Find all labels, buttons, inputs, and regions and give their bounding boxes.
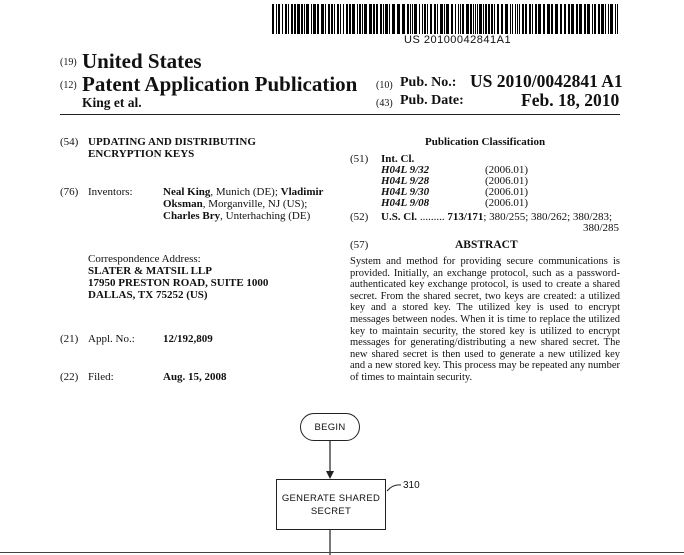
int-cl-code: H04L 9/32 xyxy=(381,164,430,176)
inventor-1-location: , Munich (DE); xyxy=(210,186,281,198)
us-cl-label: U.S. Cl. xyxy=(381,211,418,223)
step-label-line-2: SECRET xyxy=(310,505,352,517)
correspondence-line-1: SLATER & MATSIL LLP xyxy=(88,265,212,277)
correspondence-label: Correspondence Address: xyxy=(88,253,201,265)
inventor-short-name: King et al. xyxy=(82,95,142,110)
publication-type-heading: Patent Application Publication xyxy=(82,72,358,96)
us-cl-main: 713/171 xyxy=(447,211,484,223)
int-cl-year: (2006.01) xyxy=(485,175,529,187)
inid-code-22: (22) xyxy=(60,371,79,383)
abstract-text: System and method for providing secure communications is provided. Initially, an exchange protocol, such as a password-authenticated key exchange protocol, is used to create a shared secret. From the shared secret, two keys are created: a utilized key and a stored key. The utilized key is used to encrypt messages between nodes. When it is time to replace the utilized key to maintain security, the stored key is utilized to encrypt messages for generating/distributing a new shared secret. The new shared secret is then used to generate a new utilized key and a new stored key. This process may be repeated any number of times to maintain security. xyxy=(350,256,620,383)
inventor-3-name: Charles Bry xyxy=(163,210,221,222)
inid-code-54: (54) xyxy=(60,136,79,148)
inid-code-52: (52) xyxy=(350,211,369,223)
int-cl-code: H04L 9/30 xyxy=(381,186,430,198)
int-cl-code: H04L 9/08 xyxy=(381,197,430,209)
country-heading: United States xyxy=(82,49,202,73)
inid-code-76: (76) xyxy=(60,186,79,198)
correspondence-line-2: 17950 PRESTON ROAD, SUITE 1000 xyxy=(88,277,269,289)
inid-code-10: (10) xyxy=(376,80,393,91)
pub-no-label: Pub. No.: xyxy=(400,75,457,90)
reference-leader-line xyxy=(387,485,401,491)
inid-code-19: (19) xyxy=(60,57,77,68)
appl-no-label: Appl. No.: xyxy=(88,333,135,345)
us-cl-rest: ; 380/255; 380/262; 380/283; xyxy=(483,211,613,223)
title-line-2: ENCRYPTION KEYS xyxy=(88,148,195,160)
inid-code-12: (12) xyxy=(60,80,77,91)
int-cl-year: (2006.01) xyxy=(485,197,529,209)
correspondence-line-3: DALLAS, TX 75252 (US) xyxy=(88,289,208,301)
pub-date-value: Feb. 18, 2010 xyxy=(521,90,620,110)
int-cl-year: (2006.01) xyxy=(485,164,529,176)
inid-code-51: (51) xyxy=(350,153,369,165)
begin-label: BEGIN xyxy=(314,421,346,433)
step-reference-number: 310 xyxy=(403,480,420,491)
title-line-1: UPDATING AND DISTRIBUTING xyxy=(88,136,256,148)
int-cl-year: (2006.01) xyxy=(485,186,529,198)
inid-code-21: (21) xyxy=(60,333,79,345)
inid-code-57: (57) xyxy=(350,239,369,251)
barcode-number: US 20100042841A1 xyxy=(404,34,512,46)
arrow-head xyxy=(326,471,334,479)
flowchart-step-generate-shared-secret xyxy=(276,479,386,530)
step-label-line-1: GENERATE SHARED xyxy=(281,492,381,504)
us-cl-dots: ......... xyxy=(419,211,445,223)
filed-label: Filed: xyxy=(88,371,114,383)
inventor-1-name: Neal King xyxy=(163,186,211,198)
abstract-title: ABSTRACT xyxy=(455,239,518,251)
appl-no-value: 12/192,809 xyxy=(163,333,213,345)
inventor-2-name-part-1: Vladimir xyxy=(280,186,324,198)
pub-no-value: US 2010/0042841 A1 xyxy=(470,71,623,91)
inventor-3-location: , Unterhaching (DE) xyxy=(220,210,311,222)
flowchart-begin-node xyxy=(300,413,360,441)
int-cl-label: Int. Cl. xyxy=(381,153,415,165)
us-cl-rest-2: 380/285 xyxy=(583,222,620,234)
inventors-label: Inventors: xyxy=(88,186,133,198)
inventor-2-name-part-2: Oksman xyxy=(163,198,203,210)
inid-code-43: (43) xyxy=(376,98,393,109)
filed-date-value: Aug. 15, 2008 xyxy=(163,371,227,383)
inventor-2-location: , Morganville, NJ (US); xyxy=(202,198,308,210)
int-cl-code: H04L 9/28 xyxy=(381,175,430,187)
pub-date-label: Pub. Date: xyxy=(400,93,464,108)
publication-classification-title: Publication Classification xyxy=(425,136,546,148)
